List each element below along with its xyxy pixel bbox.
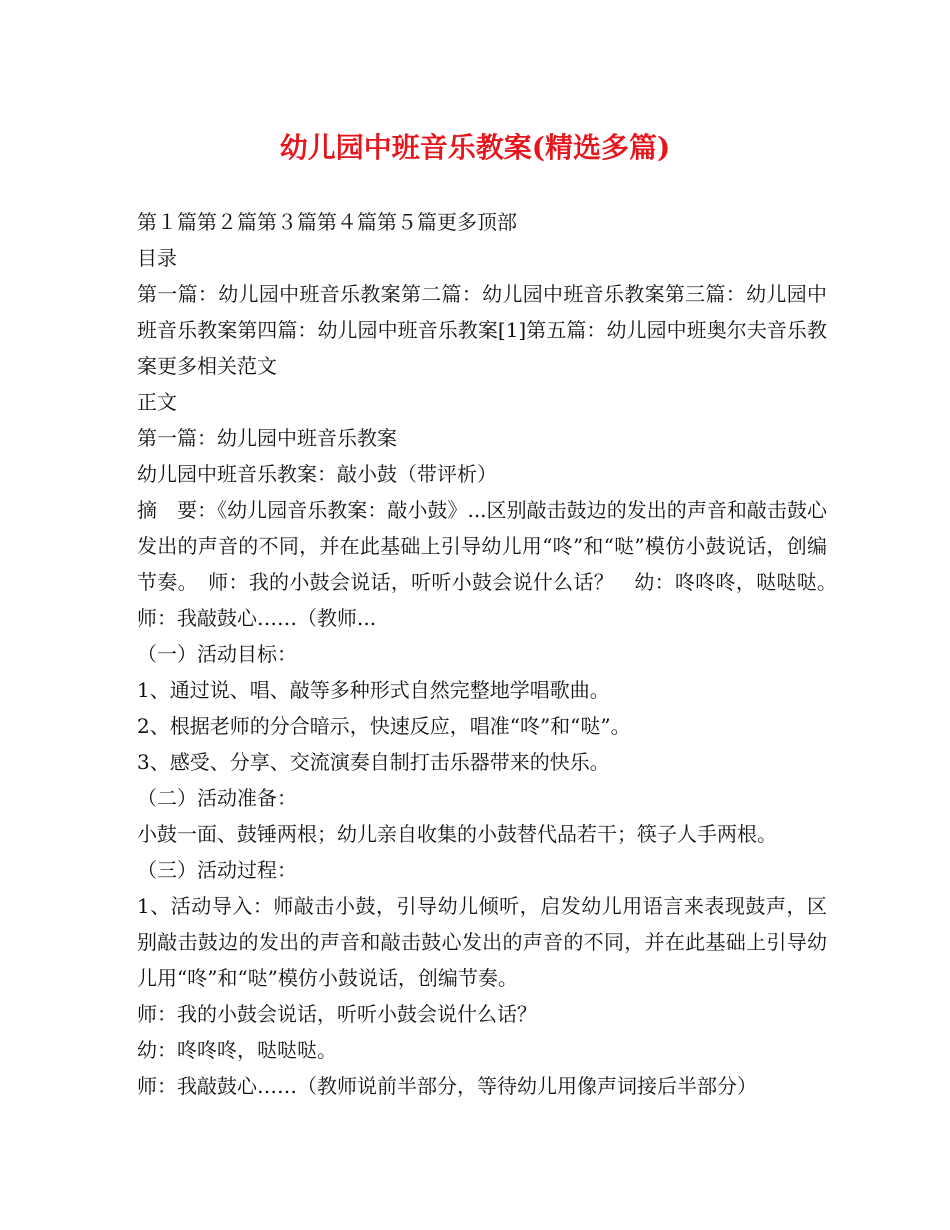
dialogue-line: 幼：咚咚咚，哒哒哒。 — [137, 1038, 337, 1062]
section-heading: 第一篇：幼儿园中班音乐教案 — [137, 426, 397, 450]
preparation-heading: （二）活动准备： — [137, 786, 297, 810]
goal-item: 1、通过说、唱、敲等多种形式自然完整地学唱歌曲。 — [137, 678, 610, 702]
abstract-paragraph: 摘 要：《幼儿园音乐教案：敲小鼓》...区别敲击鼓边的发出的声音和敲击鼓心发出的声音的不同，并在此基础上引导幼儿用“咚”和“哒”模仿小鼓说话，创编节奏。 师：我的小鼓会说话，听听小鼓会说什么话？ 幼：咚咚咚，哒哒哒。 师：我敲鼓心……（教师... — [137, 498, 847, 630]
dialogue-line: 师：我敲鼓心……（教师说前半部分，等待幼儿用像声词接后半部分） — [137, 1074, 757, 1098]
nav-links-line: 第１篇第２篇第３篇第４篇第５篇更多顶部 — [137, 210, 517, 234]
preparation-text: 小鼓一面、鼓锤两根；幼儿亲自收集的小鼓替代品若干；筷子人手两根。 — [137, 822, 777, 846]
toc-entries: 第一篇：幼儿园中班音乐教案第二篇：幼儿园中班音乐教案第三篇：幼儿园中班音乐教案第四篇：幼儿园中班音乐教案[1]第五篇：幼儿园中班奥尔夫音乐教案更多相关范文 — [137, 282, 827, 378]
goal-item: 3、感受、分享、交流演奏自制打击乐器带来的快乐。 — [137, 750, 610, 774]
body-heading: 正文 — [137, 390, 177, 414]
lesson-title: 幼儿园中班音乐教案：敲小鼓（带评析） — [137, 462, 497, 486]
document-title: 幼儿园中班音乐教案(精选多篇) — [279, 131, 671, 164]
goal-item: 2、根据老师的分合暗示，快速反应，唱准“咚”和“哒”。 — [137, 714, 631, 738]
goals-heading: （一）活动目标： — [137, 642, 297, 666]
process-step: 1、活动导入：师敲击小鼓，引导幼儿倾听，启发幼儿用语言来表现鼓声，区别敲击鼓边的发出的声音和敲击鼓心发出的声音的不同，并在此基础上引导幼儿用“咚”和“哒”模仿小鼓说话，创编节奏。 — [137, 894, 827, 990]
dialogue-line: 师：我的小鼓会说话，听听小鼓会说什么话？ — [137, 1002, 537, 1026]
document-body — [137, 204, 847, 1104]
toc-heading: 目录 — [137, 246, 177, 270]
process-heading: （三）活动过程： — [137, 858, 297, 882]
